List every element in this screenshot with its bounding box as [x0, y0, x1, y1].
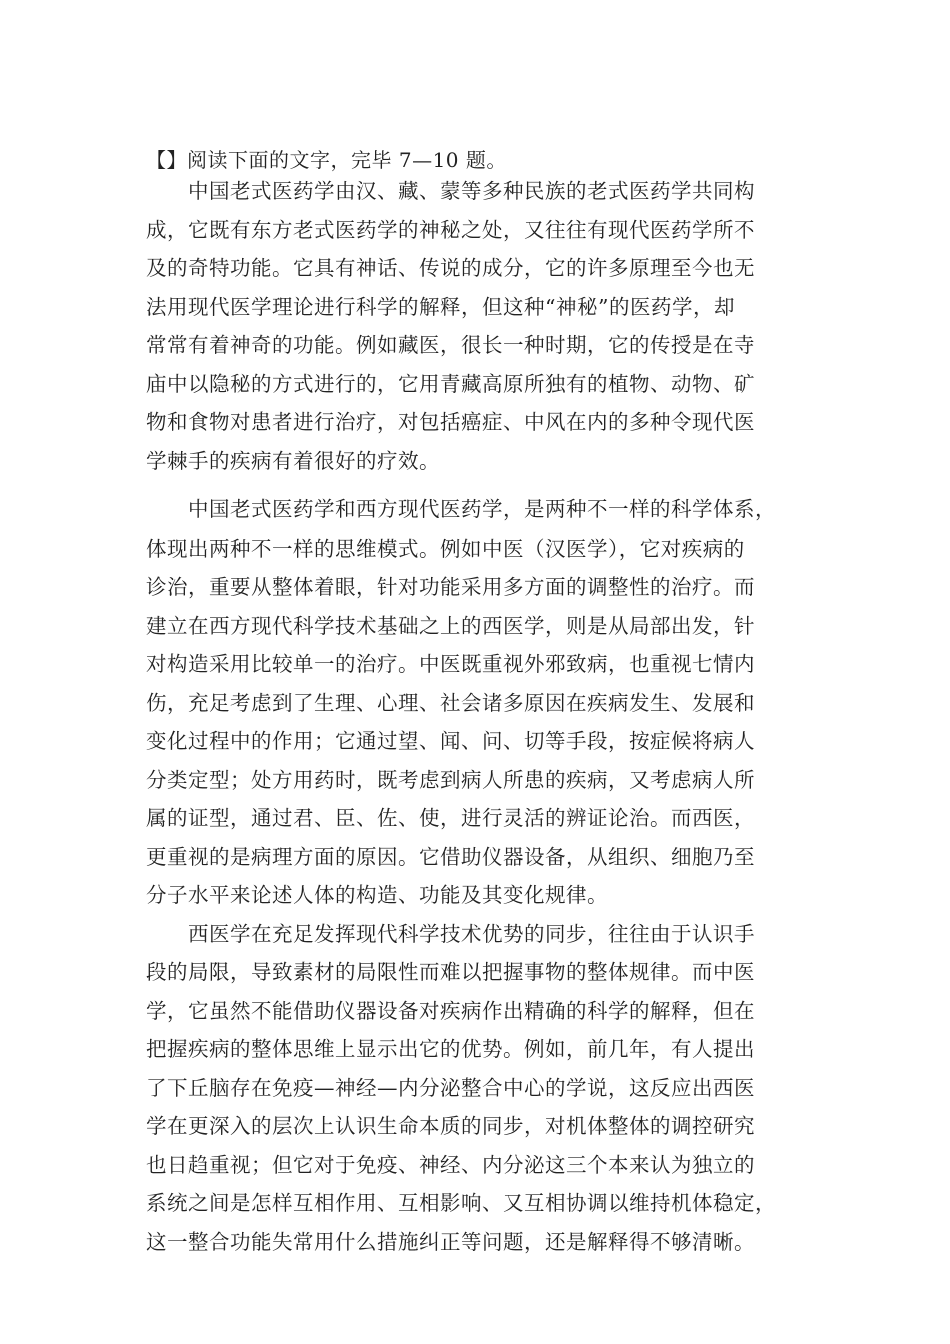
paragraph-1-line-6: 庙中以隐秘的方式进行的，它用青藏高原所独有的植物、动物、矿 [146, 372, 755, 396]
paragraph-2-line-4: 建立在西方现代科学技术基础之上的西医学，则是从局部出发，针 [146, 614, 755, 638]
paragraph-2-line-3: 诊治，重要从整体着眼，针对功能采用多方面的调整性的治疗。而 [146, 575, 755, 599]
paragraph-1-line-8: 学棘手的疾病有着很好的疗效。 [146, 449, 440, 473]
paragraph-3-line-8: 系统之间是怎样互相作用、互相影响、又互相协调以维持机体稳定， [146, 1191, 776, 1215]
paragraph-1-line-1: 中国老式医药学由汉、藏、蒙等多种民族的老式医药学共同构 [188, 179, 755, 203]
paragraph-2-line-10: 更重视的是病理方面的原因。它借助仪器设备，从组织、细胞乃至 [146, 845, 755, 869]
paragraph-2-line-6: 伤，充足考虑到了生理、心理、社会诸多原因在疾病发生、发展和 [146, 691, 755, 715]
paragraph-2-line-2: 体现出两种不一样的思维模式。例如中医（汉医学），它对疾病的 [146, 537, 745, 561]
question-instruction: 【】阅读下面的文字，完毕 7—10 题。 [146, 148, 507, 172]
paragraph-1-line-5: 常常有着神奇的功能。例如藏医，很长一种时期，它的传授是在寺 [146, 333, 755, 357]
paragraph-3-line-7: 也日趋重视；但它对于免疫、神经、内分泌这三个本来认为独立的 [146, 1153, 755, 1177]
paragraph-3-line-1: 西医学在充足发挥现代科学技术优势的同步，往往由于认识手 [188, 922, 755, 946]
paragraph-1-line-3: 及的奇特功能。它具有神话、传说的成分，它的许多原理至今也无 [146, 256, 755, 280]
paragraph-2-line-5: 对构造采用比较单一的治疗。中医既重视外邪致病，也重视七情内 [146, 652, 755, 676]
paragraph-2-line-1: 中国老式医药学和西方现代医药学，是两种不一样的科学体系， [188, 497, 776, 521]
paragraph-2-line-8: 分类定型；处方用药时，既考虑到病人所患的疾病，又考虑病人所 [146, 768, 755, 792]
paragraph-3-line-3: 学，它虽然不能借助仪器设备对疾病作出精确的科学的解释，但在 [146, 999, 755, 1023]
paragraph-1-line-4: 法用现代医学理论进行科学的解释，但这种“神秘”的医药学，却 [146, 295, 735, 319]
paragraph-3-line-2: 段的局限，导致素材的局限性而难以把握事物的整体规律。而中医 [146, 960, 755, 984]
paragraph-2-line-11: 分子水平来论述人体的构造、功能及其变化规律。 [146, 883, 608, 907]
paragraph-3-line-6: 学在更深入的层次上认识生命本质的同步，对机体整体的调控研究 [146, 1114, 755, 1138]
paragraph-3-line-9: 这一整合功能失常用什么措施纠正等问题，还是解释得不够清晰。 [146, 1230, 755, 1254]
paragraph-2-line-7: 变化过程中的作用；它通过望、闻、问、切等手段，按症候将病人 [146, 729, 755, 753]
paragraph-1-line-7: 物和食物对患者进行治疗，对包括癌症、中风在内的多种令现代医 [146, 410, 755, 434]
paragraph-3-line-5: 了下丘脑存在免疫—神经—内分泌整合中心的学说，这反应出西医 [146, 1076, 755, 1100]
paragraph-1-line-2: 成，它既有东方老式医药学的神秘之处，又往往有现代医药学所不 [146, 218, 755, 242]
paragraph-2-line-9: 属的证型，通过君、臣、佐、使，进行灵活的辨证论治。而西医， [146, 806, 755, 830]
paragraph-3-line-4: 把握疾病的整体思维上显示出它的优势。例如，前几年，有人提出 [146, 1037, 755, 1061]
